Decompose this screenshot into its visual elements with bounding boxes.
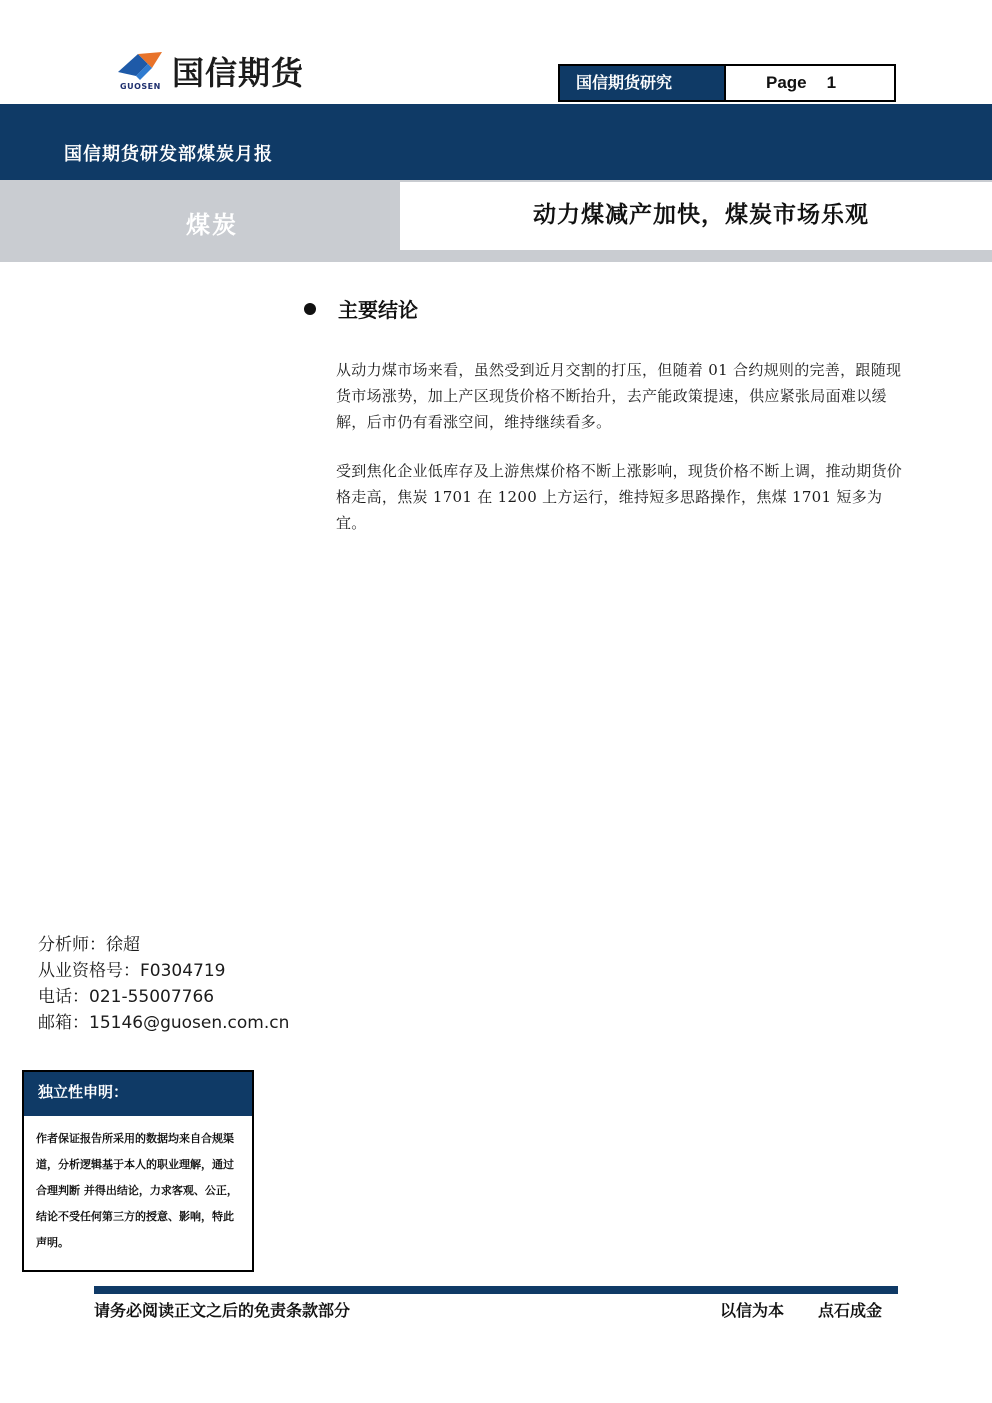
declaration-title: 独立性申明： [24,1072,252,1116]
logo-brand-cn: 国信期货 [172,54,305,92]
report-headline: 动力煤减产加快，煤炭市场乐观 [533,201,869,228]
page-number: 1 [826,73,837,92]
bullet-icon [304,303,316,315]
analyst-license: 从业资格号：F0304719 [38,961,226,981]
analyst-info [38,932,289,1036]
conclusion-paragraph-2: 受到焦化企业低库存及上游焦煤价格不断上涨影响，现货价格不断上调，推动期货价格走高，焦炭 1701 在 1200 上方运行，维持短多思路操作，焦煤 1701 短多为宜。 [336,462,903,532]
section-title: 主要结论 [338,298,418,322]
declaration-body: 作者保证报告所采用的数据均来自合规渠道，分析逻辑基于本人的职业理解，通过合理判断 并得出结论，力求客观、公正，结论不受任何第三方的授意、影响，特此声明。 [36,1132,238,1249]
footer-disclaimer: 请务必阅读正文之后的免责条款部分 [94,1301,351,1320]
footer-motto-1: 以信为本 [720,1301,785,1320]
independence-declaration [22,1070,254,1272]
sector-label: 煤炭 [186,211,238,239]
page-indicator [726,64,896,102]
report-date: 2016 年 8 月 28 日 [848,264,964,278]
analyst-name: 分析师：徐超 [38,935,140,955]
analyst-email: 邮箱：15146@guosen.com.cn [38,1013,290,1033]
company-logo [114,44,354,96]
report-series-title: 国信期货研发部煤炭月报 [64,144,273,165]
logo-brand-en: GUOSEN [120,82,161,91]
footer-motto-2: 点石成金 [818,1301,883,1320]
analyst-phone: 电话：021-55007766 [38,987,215,1007]
conclusion-paragraph-1: 从动力煤市场来看，虽然受到近月交割的打压，但随着 01 合约规则的完善，跟随现货市场涨势，加上产区现货价格不断抬升，去产能政策提速，供应紧张局面难以缓解，后市仍有看涨空间，维持继续看多。 [336,361,902,431]
research-label: 国信期货研究 [558,64,726,102]
footer-motto [720,1298,882,1321]
footer-divider [94,1286,898,1294]
page-label: Page [766,73,807,92]
